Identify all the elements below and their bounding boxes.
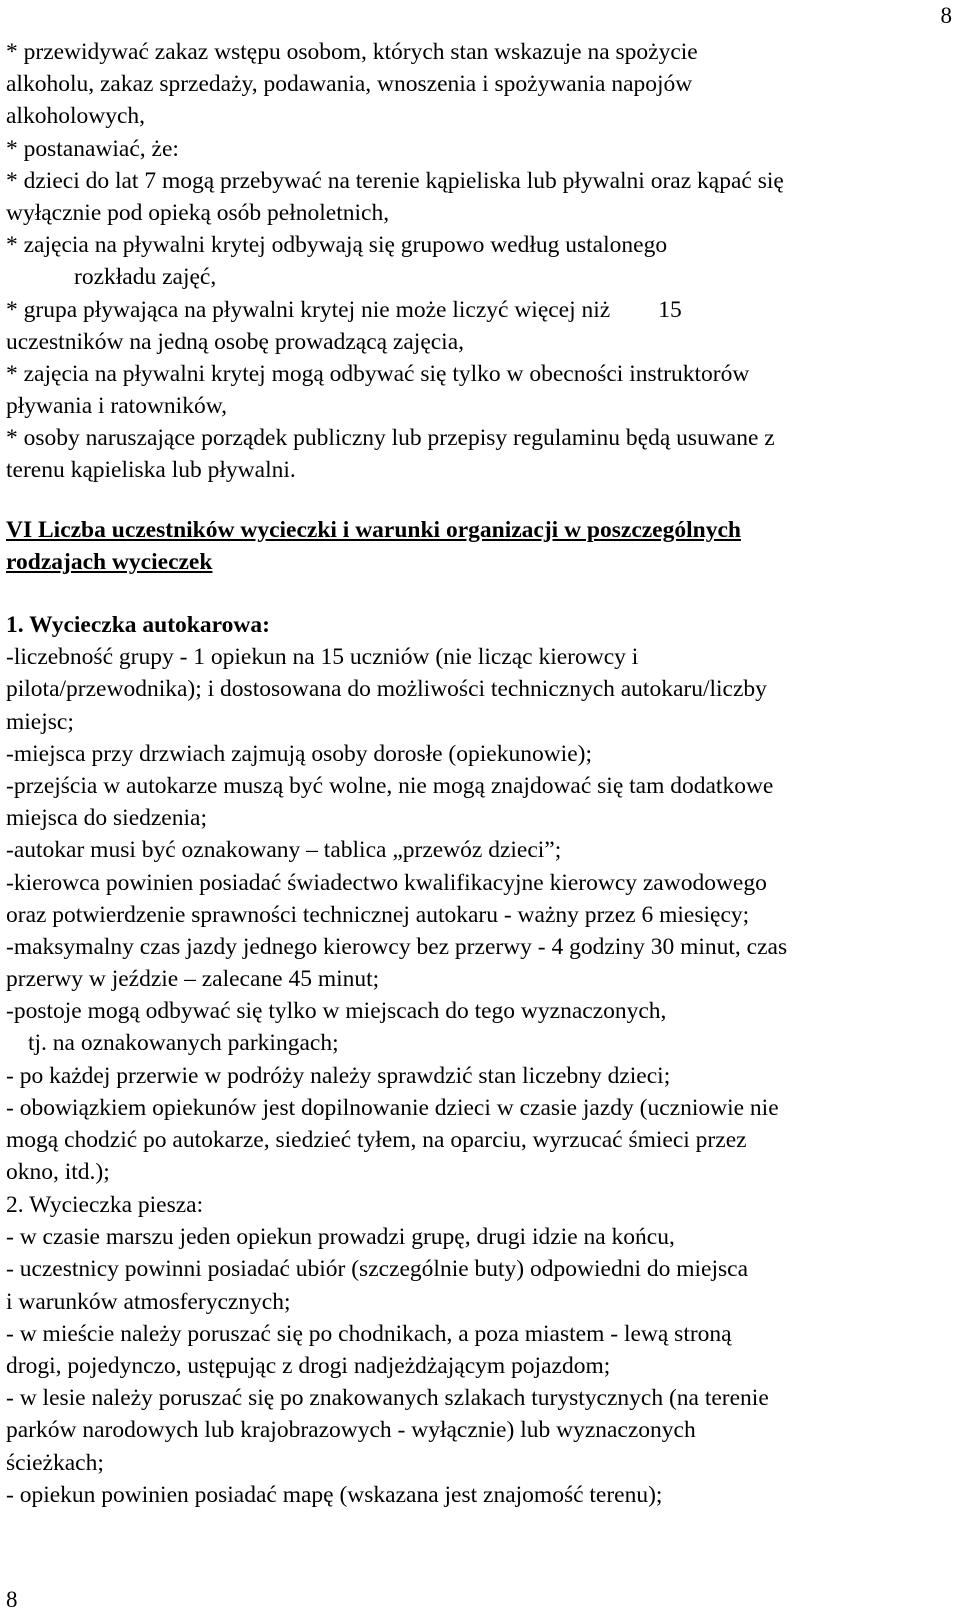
text-line: -liczebność grupy - 1 opiekun na 15 uczniów (nie licząc kierowcy i (6, 644, 639, 671)
text-line: terenu kąpieliska lub pływalni. (6, 457, 296, 484)
page-number-bottom: 8 (6, 1587, 18, 1612)
text-line: -maksymalny czas jazdy jednego kierowcy bez przerwy - 4 godziny 30 minut, czas (6, 933, 788, 960)
text-line: alkoholu, zakaz sprzedaży, podawania, wnoszenia i spożywania napojów (6, 71, 693, 98)
text-line: ścieżkach; (6, 1449, 104, 1476)
text-line: - opiekun powinien posiadać mapę (wskazana jest znajomość terenu); (6, 1481, 663, 1508)
heading-line: VI Liczba uczestników wycieczki i warunki organizacji w poszczególnych (6, 517, 741, 543)
text-line: -kierowca powinien posiadać świadectwo kwalifikacyjne kierowcy zawodowego (6, 869, 767, 896)
text-line: * zajęcia na pływalni krytej odbywają się grupowo według ustalonego (6, 232, 668, 259)
text-line: - po każdej przerwie w podróży należy sprawdzić stan liczebny dzieci; (6, 1062, 671, 1089)
section-heading (6, 514, 942, 578)
text-line: miejsca do siedzenia; (6, 805, 207, 832)
text-fragment: * grupa pływająca na pływalni krytej nie może liczyć więcej niż (6, 296, 611, 323)
text-line: rozkładu zajęć, (74, 264, 217, 291)
text-line: drogi, pojedynczo, ustępując z drogi nadjeżdżającym pojazdom; (6, 1352, 611, 1379)
text-line: -miejsca przy drzwiach zajmują osoby dorosłe (opiekunowie); (6, 740, 592, 767)
text-line: -postoje mogą odbywać się tylko w miejscach do tego wyznaczonych, (6, 998, 667, 1025)
text-line: tj. na oznakowanych parkingach; (28, 1030, 339, 1057)
text-line: mogą chodzić po autokarze, siedzieć tyłem, na oparciu, wyrzucać śmieci przez (6, 1127, 747, 1153)
text-line: * postanawiać, że: (6, 135, 179, 162)
text-line: * osoby naruszające porządek publiczny lub przepisy regulaminu będą usuwane z (6, 425, 775, 452)
subsection-title: 2. Wycieczka piesza: (6, 1192, 204, 1218)
text-line: okno, itd.); (6, 1159, 110, 1186)
text-line: * przewidywać zakaz wstępu osobom, których stan wskazuje na spożycie (6, 39, 698, 65)
text-line: * dzieci do lat 7 mogą przebywać na terenie kąpieliska lub pływalni oraz kąpać się (6, 167, 784, 194)
text-line: alkoholowych, (6, 103, 146, 130)
text-line: -autokar musi być oznakowany – tablica „przewóz dzieci”; (6, 837, 562, 864)
text-line: wyłącznie pod opieką osób pełnoletnich, (6, 199, 390, 226)
section-swimming-rules (6, 36, 942, 487)
text-line: -przejścia w autokarze muszą być wolne, nie mogą znajdować się tam dodatkowe (6, 772, 774, 799)
text-line: - uczestnicy powinni posiadać ubiór (szczególnie buty) odpowiedni do miejsca (6, 1256, 748, 1283)
text-line: - obowiązkiem opiekunów jest dopilnowanie dzieci w czasie jazdy (uczniowie nie (6, 1094, 779, 1121)
heading-line: rodzajach wycieczek (6, 549, 213, 576)
text-line: parków narodowych lub krajobrazowych - wyłącznie) lub wyznaczonych (6, 1417, 696, 1444)
section-bus-trip (6, 609, 942, 1188)
text-line: uczestników na jedną osobę prowadzącą zajęcia, (6, 328, 465, 355)
page-number-top: 8 (940, 3, 952, 28)
text-line: oraz potwierdzenie sprawności technicznej autokaru - ważny przez 6 miesięcy; (6, 901, 750, 928)
subsection-title: 1. Wycieczka autokarowa: (6, 612, 270, 638)
text-line: - w czasie marszu jeden opiekun prowadzi grupę, drugi idzie na końcu, (6, 1224, 675, 1251)
text-line: * zajęcia na pływalni krytej mogą odbywać się tylko w obecności instruktorów (6, 360, 750, 387)
text-line: pilota/przewodnika); i dostosowana do możliwości technicznych autokaru/liczby (6, 676, 767, 703)
section-walking-trip (6, 1189, 942, 1511)
text-line: przerwy w jeździe – zalecane 45 minut; (6, 966, 380, 993)
text-line (6, 294, 942, 326)
text-line: - w mieście należy poruszać się po chodnikach, a poza miastem - lewą stroną (6, 1320, 732, 1347)
text-line: miejsc; (6, 708, 74, 735)
text-line: i warunków atmosferycznych; (6, 1288, 291, 1315)
text-fragment-number: 15 (658, 296, 682, 323)
text-line: - w lesie należy poruszać się po znakowanych szlakach turystycznych (na terenie (6, 1385, 769, 1412)
text-line: pływania i ratowników, (6, 393, 228, 420)
